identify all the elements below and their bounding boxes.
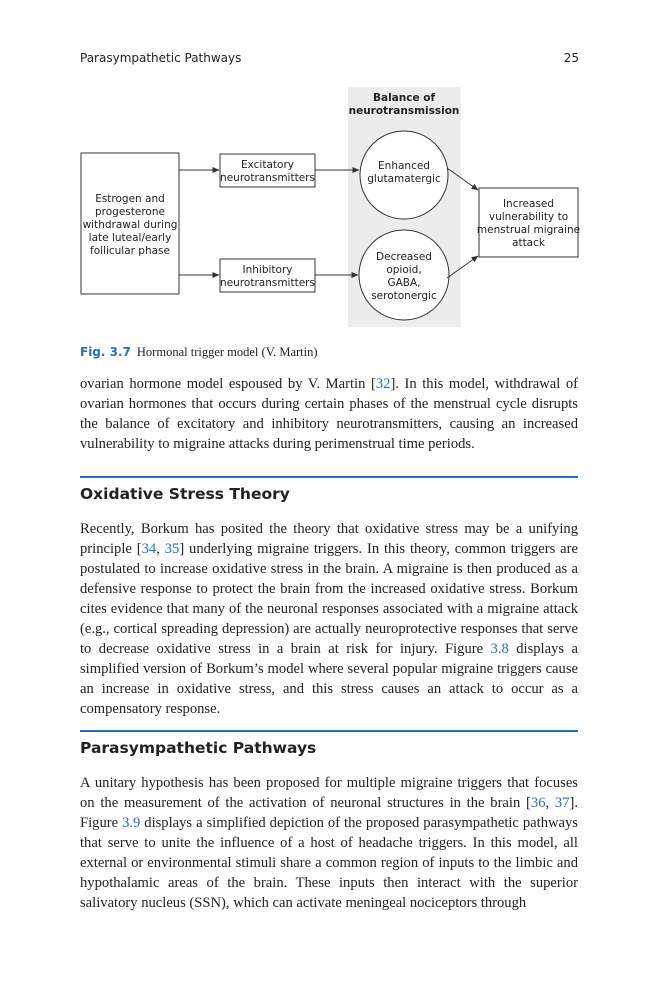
outcome-line-2: vulnerability to <box>488 211 569 223</box>
outcome-line-1: Increased <box>502 198 555 210</box>
citation-link[interactable]: 37 <box>554 795 570 811</box>
flow-diagram <box>75 82 595 332</box>
citation-link[interactable]: 36 <box>530 795 546 811</box>
text-run: A unitary hypothesis has been proposed for multiple migraine triggers that focuses on the measurement of the activation of neuronal structures in the brain [ <box>80 775 578 811</box>
text-run: ]. In this model, withdrawal of ovarian hormones that occurs during certain phases of the menstrual cycle disrupts the balance of excitatory and inhibitory neurotransmitters, causing an increased vulnerability to migraine attacks during perimenstrual time periods. <box>80 376 578 452</box>
excitatory-line-2: neurotransmitters <box>220 172 315 184</box>
text-run: ] underlying migraine triggers. In this theory, common triggers are postulated to increase oxidative stress in the brain. A migraine is then produced as a defensive response to protect the brain from the increased oxidative stress. Borkum cites evidence that many of the neuronal responses associated with a migraine attack (e.g., cortical spreading depression) are actually neuroprotective responses that serve to decrease oxidative stress in a brain at risk for injury. Figure <box>80 541 578 657</box>
text-run: , <box>545 795 555 811</box>
figure-caption <box>80 345 318 360</box>
oxidative-paragraph <box>80 519 578 719</box>
enhanced-line-1: Enhanced <box>378 160 430 172</box>
source-line-2: progesterone <box>95 206 165 218</box>
balance-title-2: neurotransmission <box>348 105 460 117</box>
section-rule <box>80 730 578 732</box>
source-line-3: withdrawal during <box>82 219 178 231</box>
text-run: ovarian hormone model espoused by V. Martin [ <box>80 376 376 392</box>
page-number: 25 <box>563 51 579 65</box>
figure-link[interactable]: 3.9 <box>122 815 141 831</box>
citation-link[interactable]: 35 <box>164 541 180 557</box>
excitatory-line-1: Excitatory <box>241 159 294 171</box>
running-head-title: Parasympathetic Pathways <box>80 51 242 65</box>
source-line-1: Estrogen and <box>95 193 165 205</box>
figure-hormonal-trigger-model <box>75 82 595 332</box>
text-run: , <box>156 541 165 557</box>
decreased-line-4: serotonergic <box>371 290 437 302</box>
section-rule <box>80 476 578 478</box>
intro-paragraph <box>80 374 578 454</box>
parasympathetic-paragraph <box>80 773 578 913</box>
inhibitory-line-2: neurotransmitters <box>220 277 315 289</box>
text-run: ]. Figure <box>80 795 579 831</box>
decreased-line-3: GABA, <box>387 277 421 289</box>
balance-title-1: Balance of <box>372 92 436 104</box>
caption-label: Fig. 3.7 <box>80 345 131 359</box>
decreased-line-1: Decreased <box>376 251 432 263</box>
citation-link[interactable]: 34 <box>141 541 157 557</box>
section-heading-parasympathetic: Parasympathetic Pathways <box>80 739 317 757</box>
outcome-line-4: attack <box>512 237 545 249</box>
text-run: displays a simplified depiction of the proposed parasympathetic pathways that serve to unite the influence of a host of headache triggers. In this model, all external or environmental stimuli share a common region of inputs to the limbic and hypothalamic areas of the brain. These inputs then interact with the superior salivatory nucleus (SSN), which can activate meningeal nociceptors through <box>80 815 578 911</box>
section-heading-oxidative: Oxidative Stress Theory <box>80 485 290 503</box>
decreased-line-2: opioid, <box>386 264 422 276</box>
enhanced-line-2: glutamatergic <box>367 173 441 185</box>
text-run: Recently, Borkum has posited the theory that oxidative stress may be a unifying principle [ <box>80 521 578 557</box>
figure-link[interactable]: 3.8 <box>490 641 509 657</box>
citation-link[interactable]: 32 <box>375 376 391 392</box>
text-run: displays a simplified version of Borkum’s model where several popular migraine triggers cause an increase in oxidative stress, and this stress causes an attack to occur as a compensatory response. <box>80 641 578 717</box>
caption-text: Hormonal trigger model (V. Martin) <box>136 345 318 359</box>
inhibitory-line-1: Inhibitory <box>242 264 293 276</box>
source-line-5: follicular phase <box>90 245 170 257</box>
source-line-4: late luteal/early <box>88 232 172 244</box>
outcome-line-3: menstrual migraine <box>476 224 581 236</box>
